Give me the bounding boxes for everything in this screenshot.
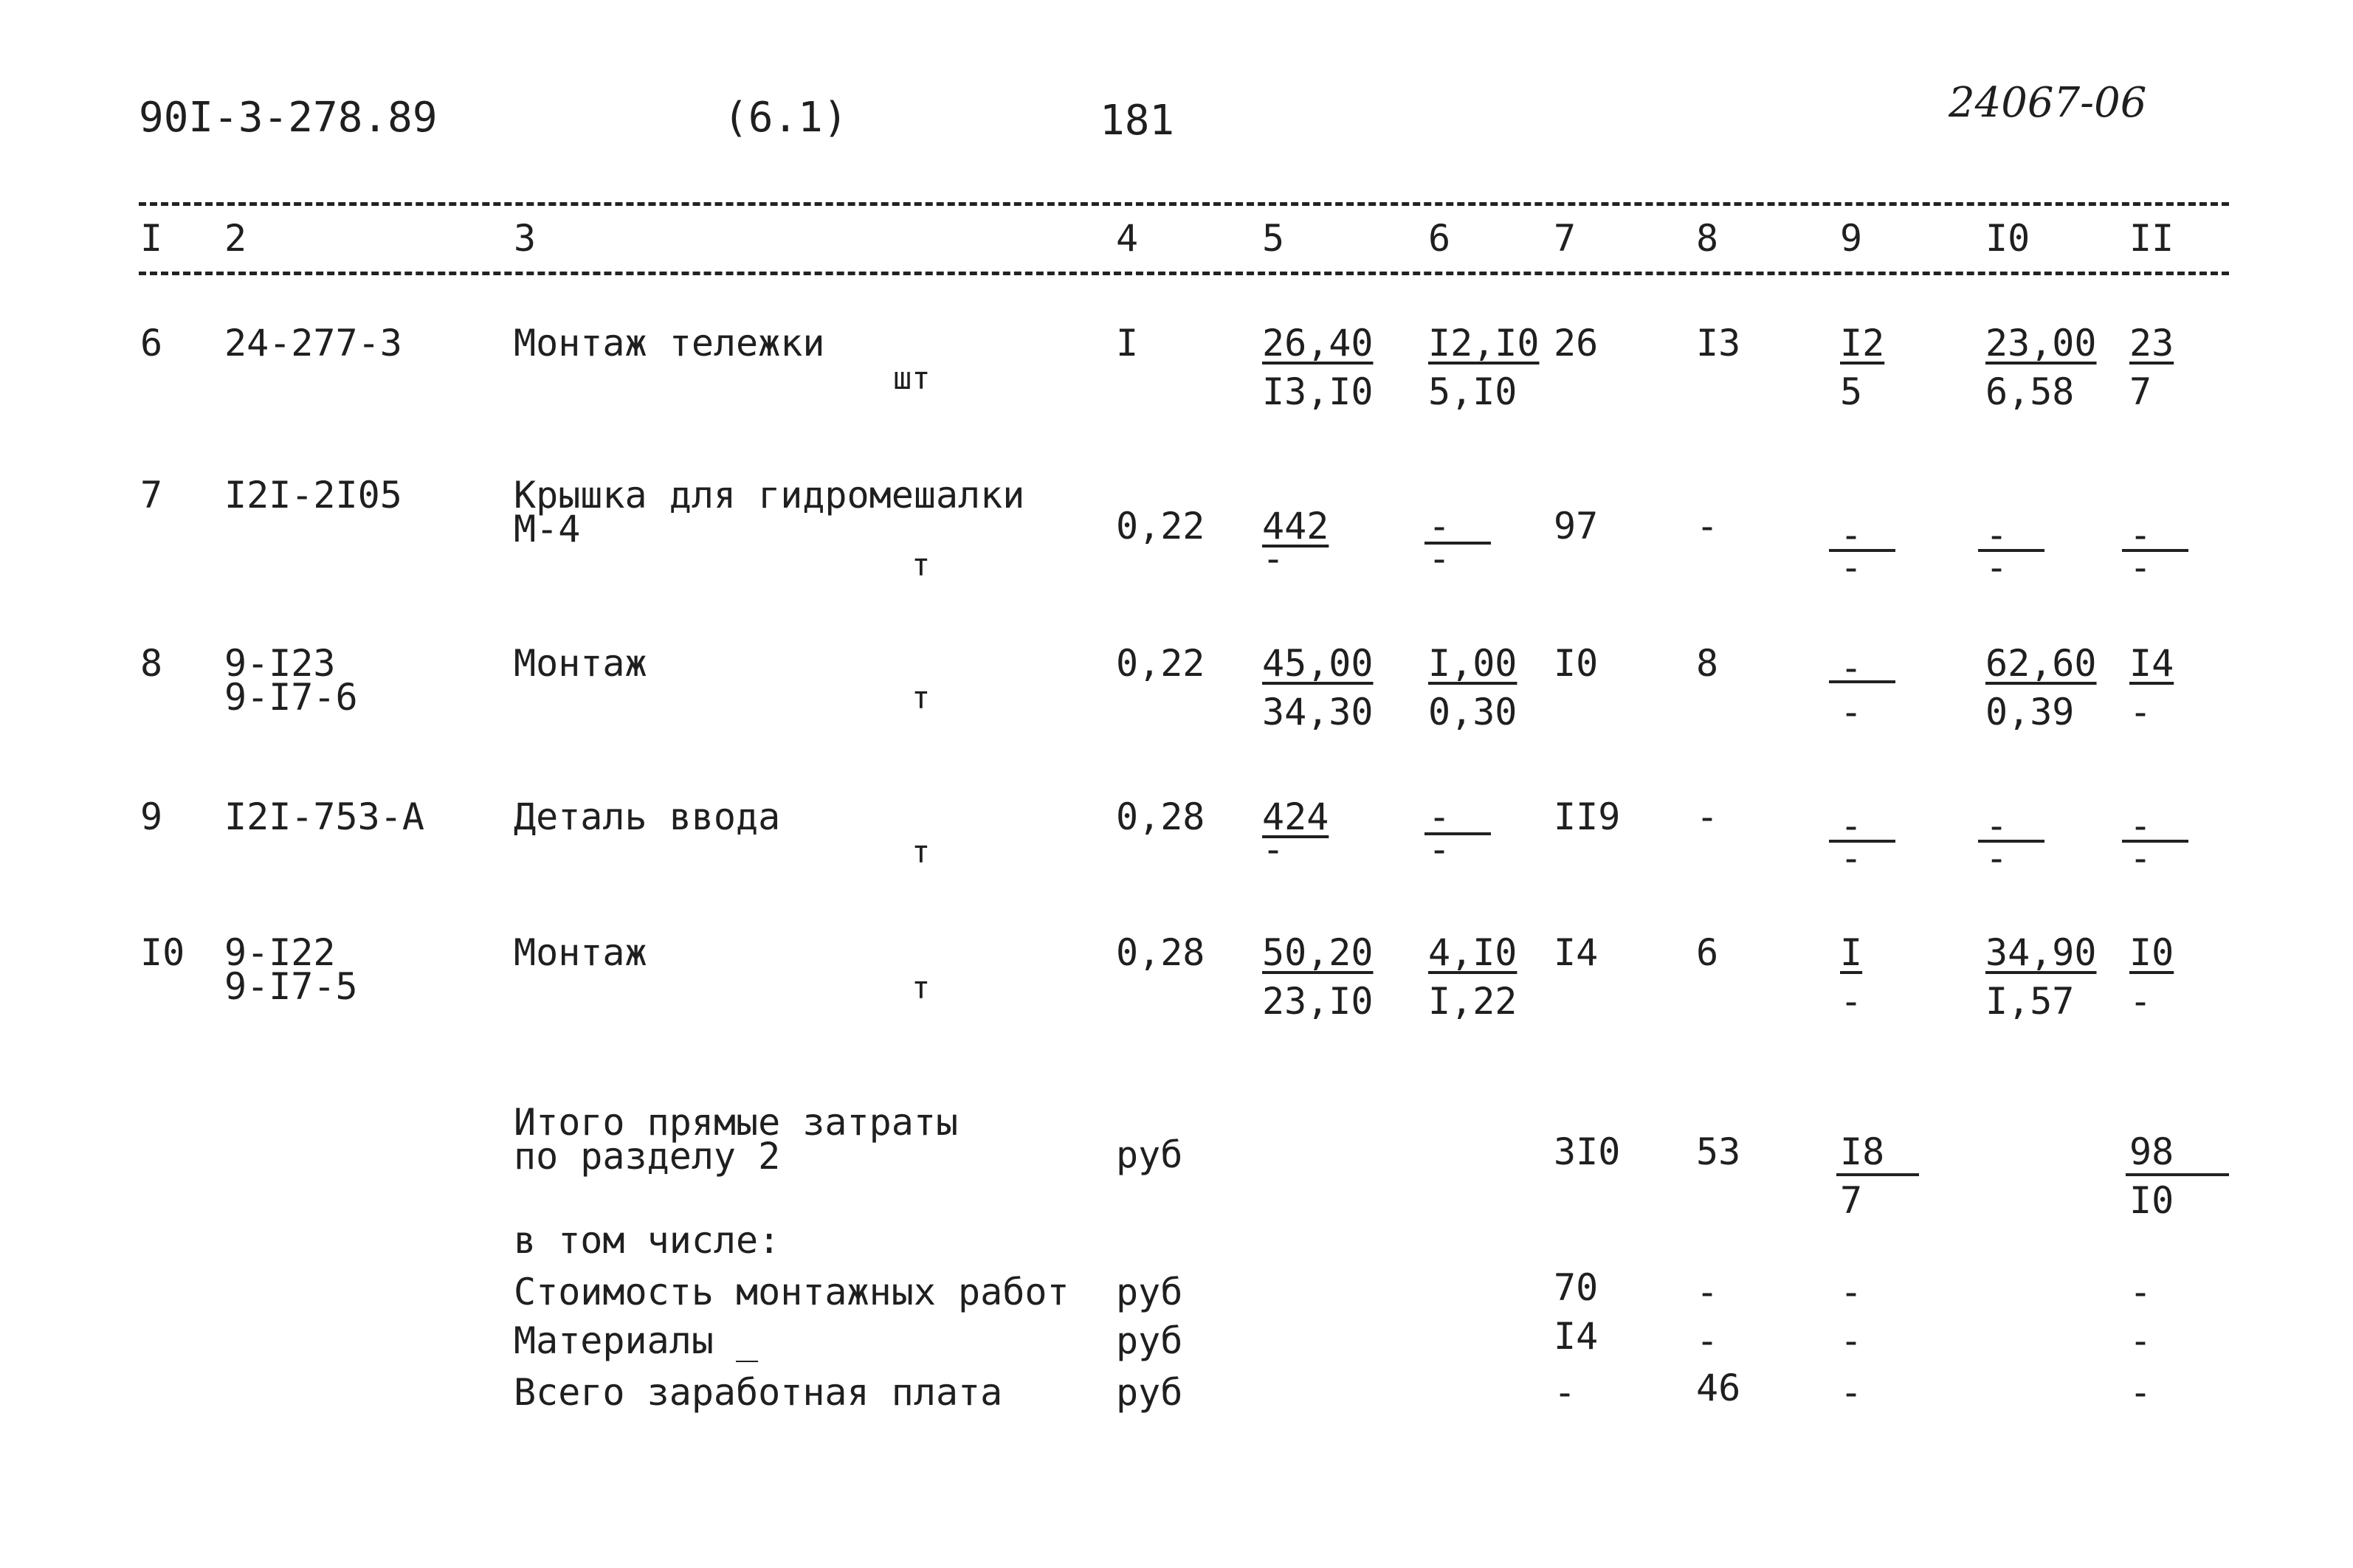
- cell-col5-bottom: 34,30: [1262, 691, 1374, 733]
- cell-col11-bottom: -: [2129, 691, 2152, 733]
- breakdown-col8: 46: [1696, 1367, 1741, 1409]
- price-code-second: 9-I7-5: [224, 965, 358, 1008]
- cell-col9-top: -: [1840, 804, 1863, 847]
- measure-unit: т: [912, 547, 931, 583]
- cell-col7: I4: [1554, 931, 1599, 974]
- work-name-continued: М-4: [514, 508, 581, 550]
- cell-col6-top: -: [1428, 795, 1451, 838]
- fraction-bar: [2126, 1173, 2229, 1176]
- breakdown-col11: -: [2129, 1271, 2152, 1313]
- cell-col8: -: [1696, 505, 1719, 548]
- cell-col10-top: 23,00: [1985, 322, 2097, 365]
- cell-col5-top: 26,40: [1262, 322, 1374, 365]
- column-header: 8: [1696, 217, 1719, 260]
- cell-col9-bottom: -: [1840, 546, 1863, 589]
- cell-col8: -: [1696, 795, 1719, 838]
- breakdown-name: Материалы _: [514, 1319, 759, 1362]
- breakdown-unit: руб: [1116, 1319, 1183, 1362]
- cell-col5-bottom: -: [1262, 537, 1285, 580]
- work-name: Крышка для гидромешалки: [514, 474, 1025, 517]
- page-number: 181: [1100, 97, 1175, 145]
- cell-col10-bottom: I,57: [1985, 980, 2075, 1023]
- cell-col7: 26: [1554, 322, 1599, 365]
- cell-col9-bottom: 5: [1840, 370, 1863, 413]
- fraction-bar: [1829, 680, 1895, 683]
- row-number: I0: [140, 931, 185, 974]
- cell-col10-top: -: [1985, 804, 2008, 847]
- price-code: 9-I23: [224, 642, 336, 685]
- breakdown-col7: I4: [1554, 1315, 1599, 1358]
- column-header: I0: [1985, 217, 2030, 260]
- cell-col10-bottom: -: [1985, 837, 2008, 880]
- quantity: 0,28: [1116, 931, 1205, 974]
- cell-col7: I0: [1554, 642, 1599, 685]
- row-number: 7: [140, 474, 163, 517]
- cell-col9-bottom: -: [1840, 691, 1863, 733]
- cell-col11-bottom: -: [2129, 980, 2152, 1023]
- column-header: I: [140, 217, 163, 260]
- cell-col10-bottom: -: [1985, 546, 2008, 589]
- cell-col5-bottom: 23,I0: [1262, 980, 1374, 1023]
- breakdown-unit: руб: [1116, 1271, 1183, 1313]
- totals-col11-bottom: I0: [2129, 1179, 2174, 1222]
- column-header: 4: [1116, 217, 1139, 260]
- including-label: в том числе:: [514, 1219, 781, 1262]
- breakdown-col8: -: [1696, 1319, 1719, 1362]
- work-name: Монтаж тележки: [514, 322, 825, 365]
- column-header: 7: [1554, 217, 1577, 260]
- measure-unit: т: [912, 834, 931, 870]
- column-header: 3: [514, 217, 537, 260]
- price-code: 9-I22: [224, 931, 336, 974]
- breakdown-name: Стоимость монтажных работ: [514, 1271, 1069, 1313]
- price-code: I2I-2I05: [224, 474, 402, 517]
- cell-col5-top: 442: [1262, 505, 1329, 548]
- breakdown-col11: -: [2129, 1371, 2152, 1414]
- totals-col11-top: 98: [2129, 1130, 2174, 1173]
- header-top-rule: [139, 202, 2229, 206]
- work-name: Монтаж: [514, 642, 647, 685]
- totals-unit: руб: [1116, 1133, 1183, 1176]
- price-code-second: 9-I7-6: [224, 676, 358, 719]
- cell-col9-top: -: [1840, 646, 1863, 689]
- cell-col5-top: 45,00: [1262, 642, 1374, 685]
- measure-unit: шт: [893, 360, 931, 396]
- work-name: Монтаж: [514, 931, 647, 974]
- cell-col10-top: -: [1985, 514, 2008, 556]
- totals-label-continued: по разделу 2: [514, 1135, 781, 1178]
- totals-col9-bottom: 7: [1840, 1179, 1863, 1222]
- cell-col9-top: -: [1840, 514, 1863, 556]
- totals-col7: 3I0: [1554, 1130, 1621, 1173]
- column-header: 6: [1428, 217, 1451, 260]
- breakdown-name: Всего заработная плата: [514, 1371, 1003, 1414]
- cell-col11-top: -: [2129, 804, 2152, 847]
- cell-col10-top: 34,90: [1985, 931, 2097, 974]
- cell-col5-top: 50,20: [1262, 931, 1374, 974]
- cell-col10-bottom: 6,58: [1985, 370, 2075, 413]
- cell-col5-bottom: I3,I0: [1262, 370, 1374, 413]
- cell-col6-bottom: -: [1428, 537, 1451, 580]
- quantity: I: [1116, 322, 1139, 365]
- column-header: 9: [1840, 217, 1863, 260]
- cell-col6-bottom: -: [1428, 828, 1451, 871]
- quantity: 0,22: [1116, 505, 1205, 548]
- cell-col11-top: -: [2129, 514, 2152, 556]
- breakdown-col9: -: [1840, 1371, 1863, 1414]
- cell-col6-bottom: 5,I0: [1428, 370, 1517, 413]
- price-code: I2I-753-А: [224, 795, 424, 838]
- row-number: 6: [140, 322, 163, 365]
- breakdown-col8: -: [1696, 1271, 1719, 1313]
- totals-col8: 53: [1696, 1130, 1741, 1173]
- cell-col5-top: 424: [1262, 795, 1329, 838]
- breakdown-unit: руб: [1116, 1371, 1183, 1414]
- cell-col11-top: I4: [2129, 642, 2174, 685]
- cell-col8: 6: [1696, 931, 1719, 974]
- cell-col9-bottom: -: [1840, 980, 1863, 1023]
- cell-col6-bottom: 0,30: [1428, 691, 1517, 733]
- cell-col11-bottom: 7: [2129, 370, 2152, 413]
- cell-col11-top: I0: [2129, 931, 2174, 974]
- cell-col6-top: 4,I0: [1428, 931, 1517, 974]
- cell-col10-top: 62,60: [1985, 642, 2097, 685]
- totals-label: Итого прямые затраты: [514, 1101, 959, 1144]
- quantity: 0,28: [1116, 795, 1205, 838]
- breakdown-col11: -: [2129, 1319, 2152, 1362]
- column-header: 5: [1262, 217, 1285, 260]
- breakdown-col9: -: [1840, 1271, 1863, 1313]
- cell-col6-bottom: I,22: [1428, 980, 1517, 1023]
- cell-col9-top: I: [1840, 931, 1863, 974]
- quantity: 0,22: [1116, 642, 1205, 685]
- price-code: 24-277-3: [224, 322, 402, 365]
- archive-number: 24067-06: [1949, 79, 2147, 127]
- work-name: Деталь ввода: [514, 795, 781, 838]
- cell-col6-top: I,00: [1428, 642, 1517, 685]
- column-header: II: [2129, 217, 2174, 260]
- cell-col6-top: I2,I0: [1428, 322, 1540, 365]
- cell-col9-bottom: -: [1840, 837, 1863, 880]
- cell-col7: 97: [1554, 505, 1599, 548]
- breakdown-col7: -: [1554, 1371, 1577, 1414]
- row-number: 9: [140, 795, 163, 838]
- header-bottom-rule: [139, 272, 2229, 275]
- fraction-bar: [1836, 1173, 1919, 1176]
- cell-col6-top: -: [1428, 505, 1451, 548]
- cell-col8: I3: [1696, 322, 1741, 365]
- document-code: 90I-3-278.89: [139, 94, 438, 142]
- measure-unit: т: [912, 680, 931, 716]
- column-header: 2: [224, 217, 247, 260]
- measure-unit: т: [912, 970, 931, 1006]
- cell-col10-bottom: 0,39: [1985, 691, 2075, 733]
- cell-col11-bottom: -: [2129, 546, 2152, 589]
- cell-col8: 8: [1696, 642, 1719, 685]
- cell-col11-top: 23: [2129, 322, 2174, 365]
- row-number: 8: [140, 642, 163, 685]
- breakdown-col9: -: [1840, 1319, 1863, 1362]
- cell-col5-bottom: -: [1262, 828, 1285, 871]
- section-number: (6.1): [723, 94, 848, 142]
- cell-col9-top: I2: [1840, 322, 1885, 365]
- cell-col7: II9: [1554, 795, 1621, 838]
- totals-col9-top: I8: [1840, 1130, 1885, 1173]
- cell-col11-bottom: -: [2129, 837, 2152, 880]
- breakdown-col7: 70: [1554, 1266, 1599, 1309]
